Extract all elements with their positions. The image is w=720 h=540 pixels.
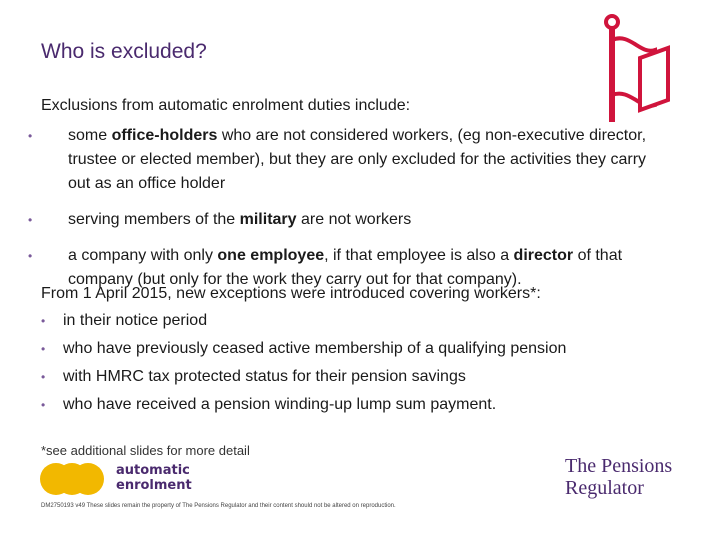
pensions-regulator-logo: The Pensions Regulator	[565, 455, 673, 499]
bullet-icon: •	[41, 342, 46, 356]
exclusions-list	[28, 124, 668, 304]
bullet-icon: •	[41, 370, 46, 384]
copyright-notice: DM2750193 v49 These slides remain the property of The Pensions Regulator and their content should not be altered on reproduction.	[41, 503, 396, 509]
list-item: • in their notice period	[41, 310, 681, 332]
bullet-icon: •	[28, 249, 33, 263]
list-item: • who have received a pension winding-up lump sum payment.	[41, 394, 681, 416]
bullet-icon: •	[41, 314, 46, 328]
footnote: *see additional slides for more detail	[41, 443, 250, 458]
list-item: • a company with only one employee, if that employee is also a director of that company (but only for the work they carry out for that company).	[28, 244, 668, 292]
intro-text: Exclusions from automatic enrolment duties include:	[41, 97, 411, 114]
slide-title: Who is excluded?	[41, 40, 207, 63]
new-exceptions-heading: From 1 April 2015, new exceptions were introduced covering workers*:	[41, 285, 541, 302]
exceptions-list	[41, 310, 681, 416]
bullet-icon: •	[41, 398, 46, 412]
list-item: • with HMRC tax protected status for their pension savings	[41, 366, 681, 388]
list-item: • serving members of the military are not workers	[28, 208, 668, 232]
ae-circle-icon	[72, 463, 104, 495]
bullet-icon: •	[28, 129, 33, 143]
bullet-icon: •	[28, 213, 33, 227]
automatic-enrolment-logo: automatic enrolment	[40, 461, 200, 499]
pensions-regulator-flag-icon	[600, 10, 670, 125]
list-item: • who have previously ceased active membership of a qualifying pension	[41, 338, 681, 360]
list-item: • some office-holders who are not considered workers, (eg non-executive director, trustee or elected member), but they are only excluded for the activities they carry out as an office holder	[28, 124, 668, 196]
